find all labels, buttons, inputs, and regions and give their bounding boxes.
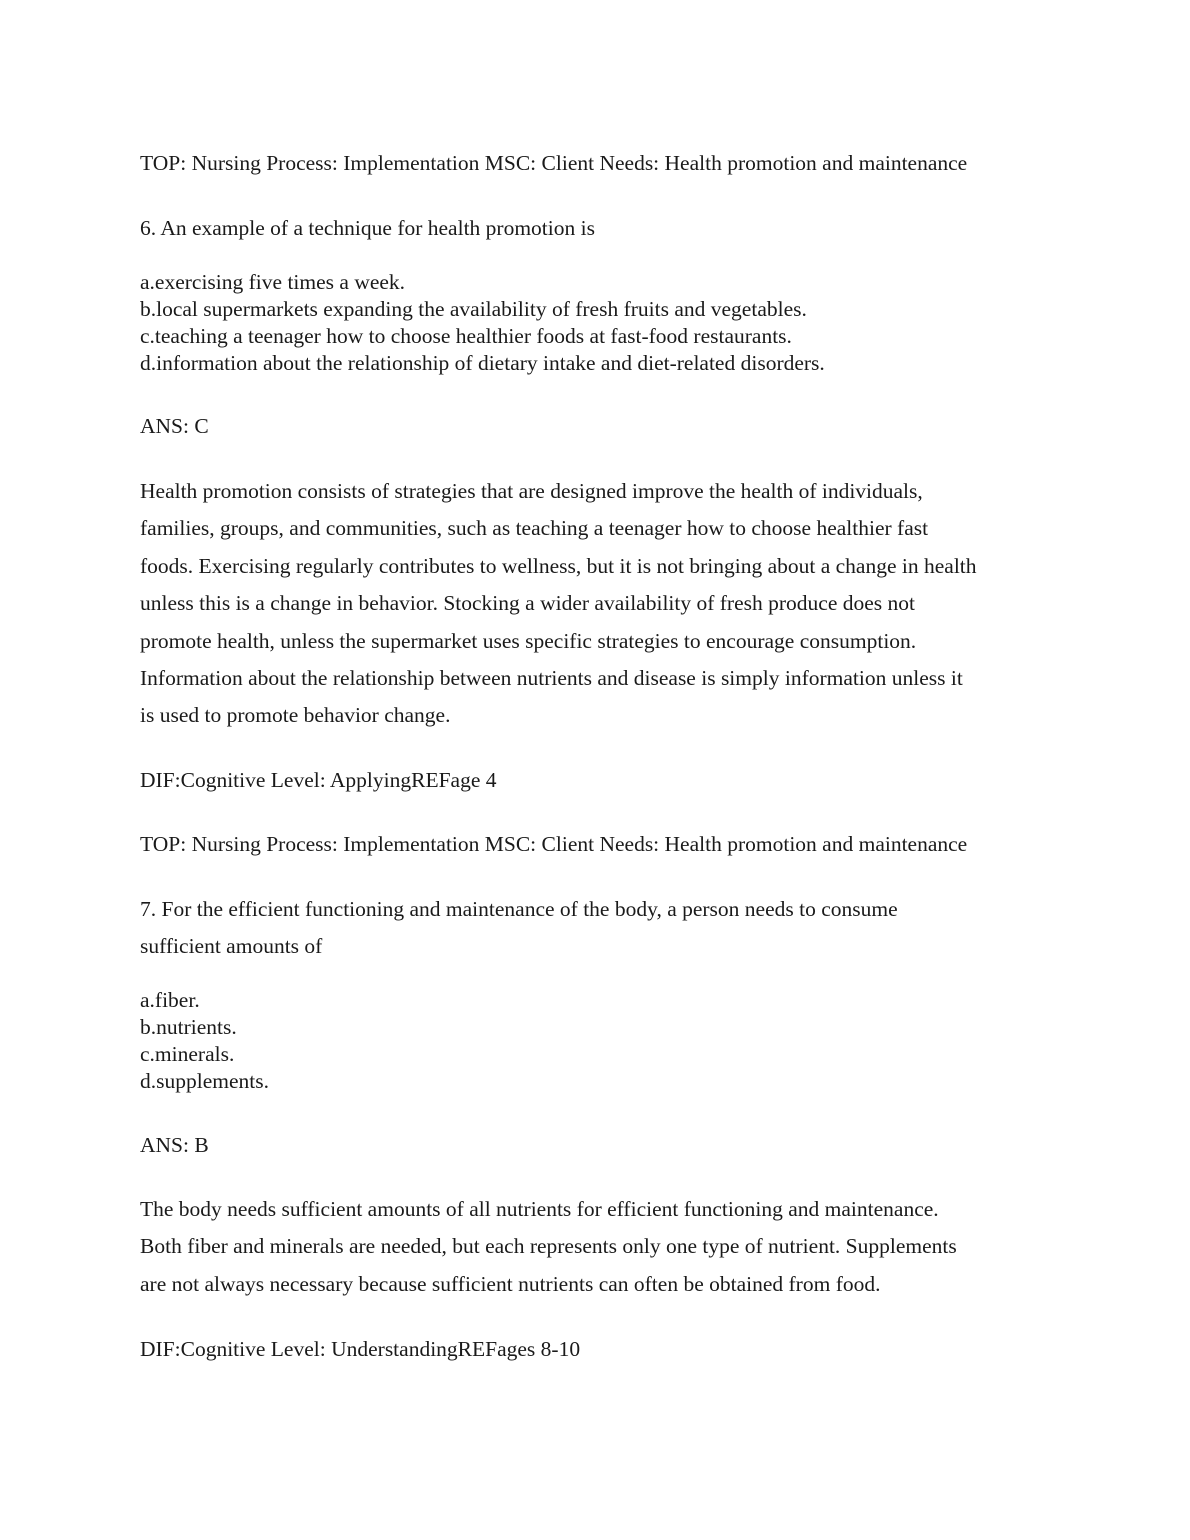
question-6-stem: 6. An example of a technique for health promotion is (140, 216, 595, 240)
rationale-line: families, groups, and communities, such as teaching a teenager how to choose healthier fast (140, 516, 929, 541)
question-7-difficulty: DIF:Cognitive Level: UnderstandingREFages 8-10 (140, 1337, 581, 1361)
option-a: a.exercising five times a week. (140, 270, 406, 294)
option-a: a.fiber. (140, 988, 200, 1012)
rationale-line: foods. Exercising regularly contributes to wellness, but it is not bringing about a change in health (140, 553, 977, 578)
question-7-answer: ANS: B (140, 1133, 209, 1157)
option-c: c.teaching a teenager how to choose healthier foods at fast-food restaurants. (140, 324, 792, 348)
rationale-line: The body needs sufficient amounts of all nutrients for efficient functioning and maintenance. (140, 1197, 939, 1221)
rationale-line: is used to promote behavior change. (140, 703, 451, 728)
question-6-options (140, 269, 825, 377)
question-6-rationale (140, 473, 977, 735)
topic-metadata: TOP: Nursing Process: Implementation MSC: Client Needs: Health promotion and maintenance (140, 151, 968, 175)
option-d: d.supplements. (140, 1069, 269, 1093)
question-7-stem (140, 891, 898, 966)
question-line: 7. For the efficient functioning and maintenance of the body, a person needs to consume (140, 897, 898, 921)
question-6-topic-metadata: TOP: Nursing Process: Implementation MSC: Client Needs: Health promotion and maintenance (140, 832, 968, 856)
option-c: c.minerals. (140, 1042, 235, 1066)
question-7-options (140, 987, 269, 1095)
option-b: b.nutrients. (140, 1015, 237, 1039)
question-6-difficulty: DIF:Cognitive Level: ApplyingREFage 4 (140, 768, 497, 792)
option-d: d.information about the relationship of dietary intake and diet-related disorders. (140, 351, 825, 375)
question-6-answer: ANS: C (140, 414, 209, 438)
question-line: sufficient amounts of (140, 934, 323, 959)
rationale-line: unless this is a change in behavior. Stocking a wider availability of fresh produce does not (140, 591, 916, 616)
rationale-line: Health promotion consists of strategies that are designed improve the health of individuals, (140, 479, 923, 503)
question-7-rationale (140, 1191, 957, 1303)
rationale-line: Information about the relationship between nutrients and disease is simply information unless it (140, 666, 963, 691)
option-b: b.local supermarkets expanding the availability of fresh fruits and vegetables. (140, 297, 807, 321)
rationale-line: Both fiber and minerals are needed, but each represents only one type of nutrient. Supplements (140, 1234, 957, 1259)
rationale-line: promote health, unless the supermarket uses specific strategies to encourage consumption. (140, 628, 917, 653)
rationale-line: are not always necessary because sufficient nutrients can often be obtained from food. (140, 1271, 881, 1296)
